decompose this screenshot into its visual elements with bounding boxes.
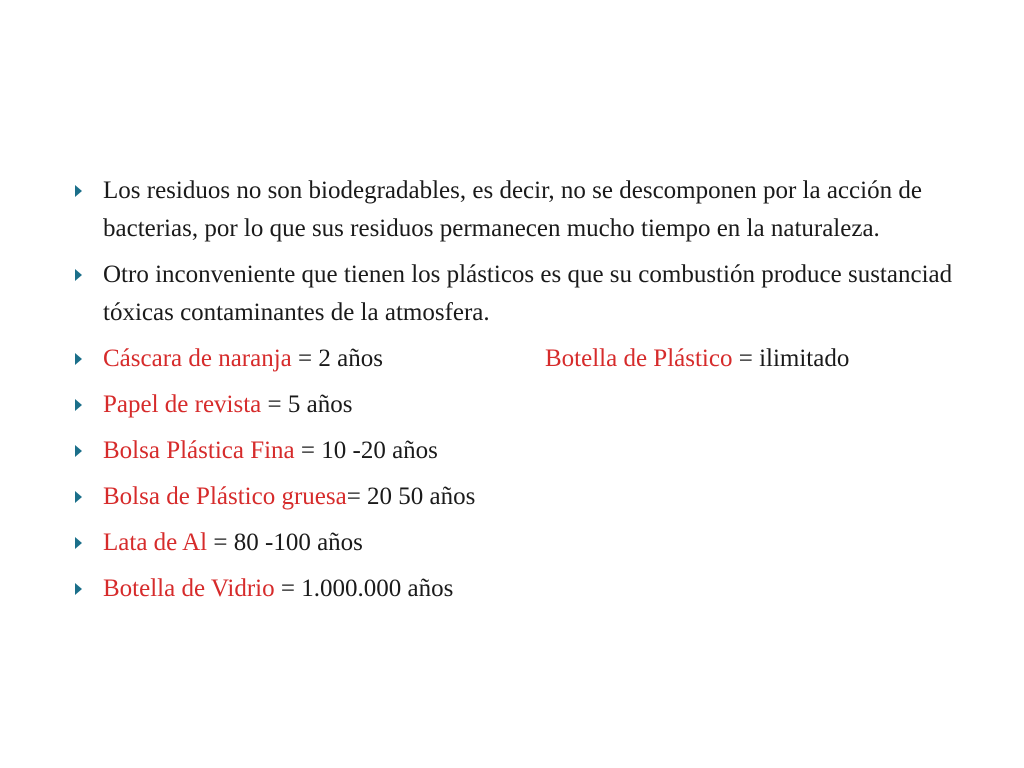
triangle-right-icon bbox=[75, 269, 82, 281]
bullet-item bbox=[72, 570, 972, 608]
bullet-list bbox=[72, 172, 972, 608]
second-column-entry bbox=[545, 340, 849, 378]
bullet-item bbox=[72, 524, 972, 562]
item-name: Papel de revista bbox=[103, 391, 262, 418]
bullet-item bbox=[72, 478, 972, 516]
triangle-right-icon bbox=[75, 537, 82, 549]
item-value: = 2 años bbox=[291, 345, 383, 372]
triangle-right-icon bbox=[75, 353, 82, 365]
item-value: = 80 -100 años bbox=[207, 529, 363, 556]
triangle-right-icon bbox=[75, 491, 82, 503]
triangle-right-icon bbox=[75, 185, 82, 197]
item-value: = 5 años bbox=[261, 391, 353, 418]
bullet-item bbox=[72, 386, 972, 424]
item-value: = ilimitado bbox=[732, 345, 850, 372]
bullet-item bbox=[72, 172, 972, 248]
item-name: Botella de Plástico bbox=[545, 345, 733, 372]
bullet-item bbox=[72, 432, 972, 470]
paragraph-text: Otro inconveniente que tienen los plásticos es que su combustión produce sustanciad tóxicas contaminantes de la atmosfera. bbox=[103, 261, 953, 326]
bullet-item bbox=[72, 256, 972, 332]
item-name: Bolsa Plástica Fina bbox=[103, 437, 295, 464]
item-value: = 20 50 años bbox=[346, 483, 476, 510]
item-value: = 1.000.000 años bbox=[274, 575, 454, 602]
paragraph-text: Los residuos no son biodegradables, es decir, no se descomponen por la acción de bacterias, por lo que sus residuos permanecen mucho tiempo en la naturaleza. bbox=[103, 177, 922, 242]
item-name: Bolsa de Plástico gruesa bbox=[103, 483, 347, 510]
item-name: Lata de Al bbox=[103, 529, 208, 556]
triangle-right-icon bbox=[75, 399, 82, 411]
item-name: Cáscara de naranja bbox=[103, 345, 292, 372]
item-name: Botella de Vidrio bbox=[103, 575, 275, 602]
item-value: = 10 -20 años bbox=[294, 437, 438, 464]
triangle-right-icon bbox=[75, 445, 82, 457]
triangle-right-icon bbox=[75, 583, 82, 595]
bullet-item bbox=[72, 340, 972, 378]
